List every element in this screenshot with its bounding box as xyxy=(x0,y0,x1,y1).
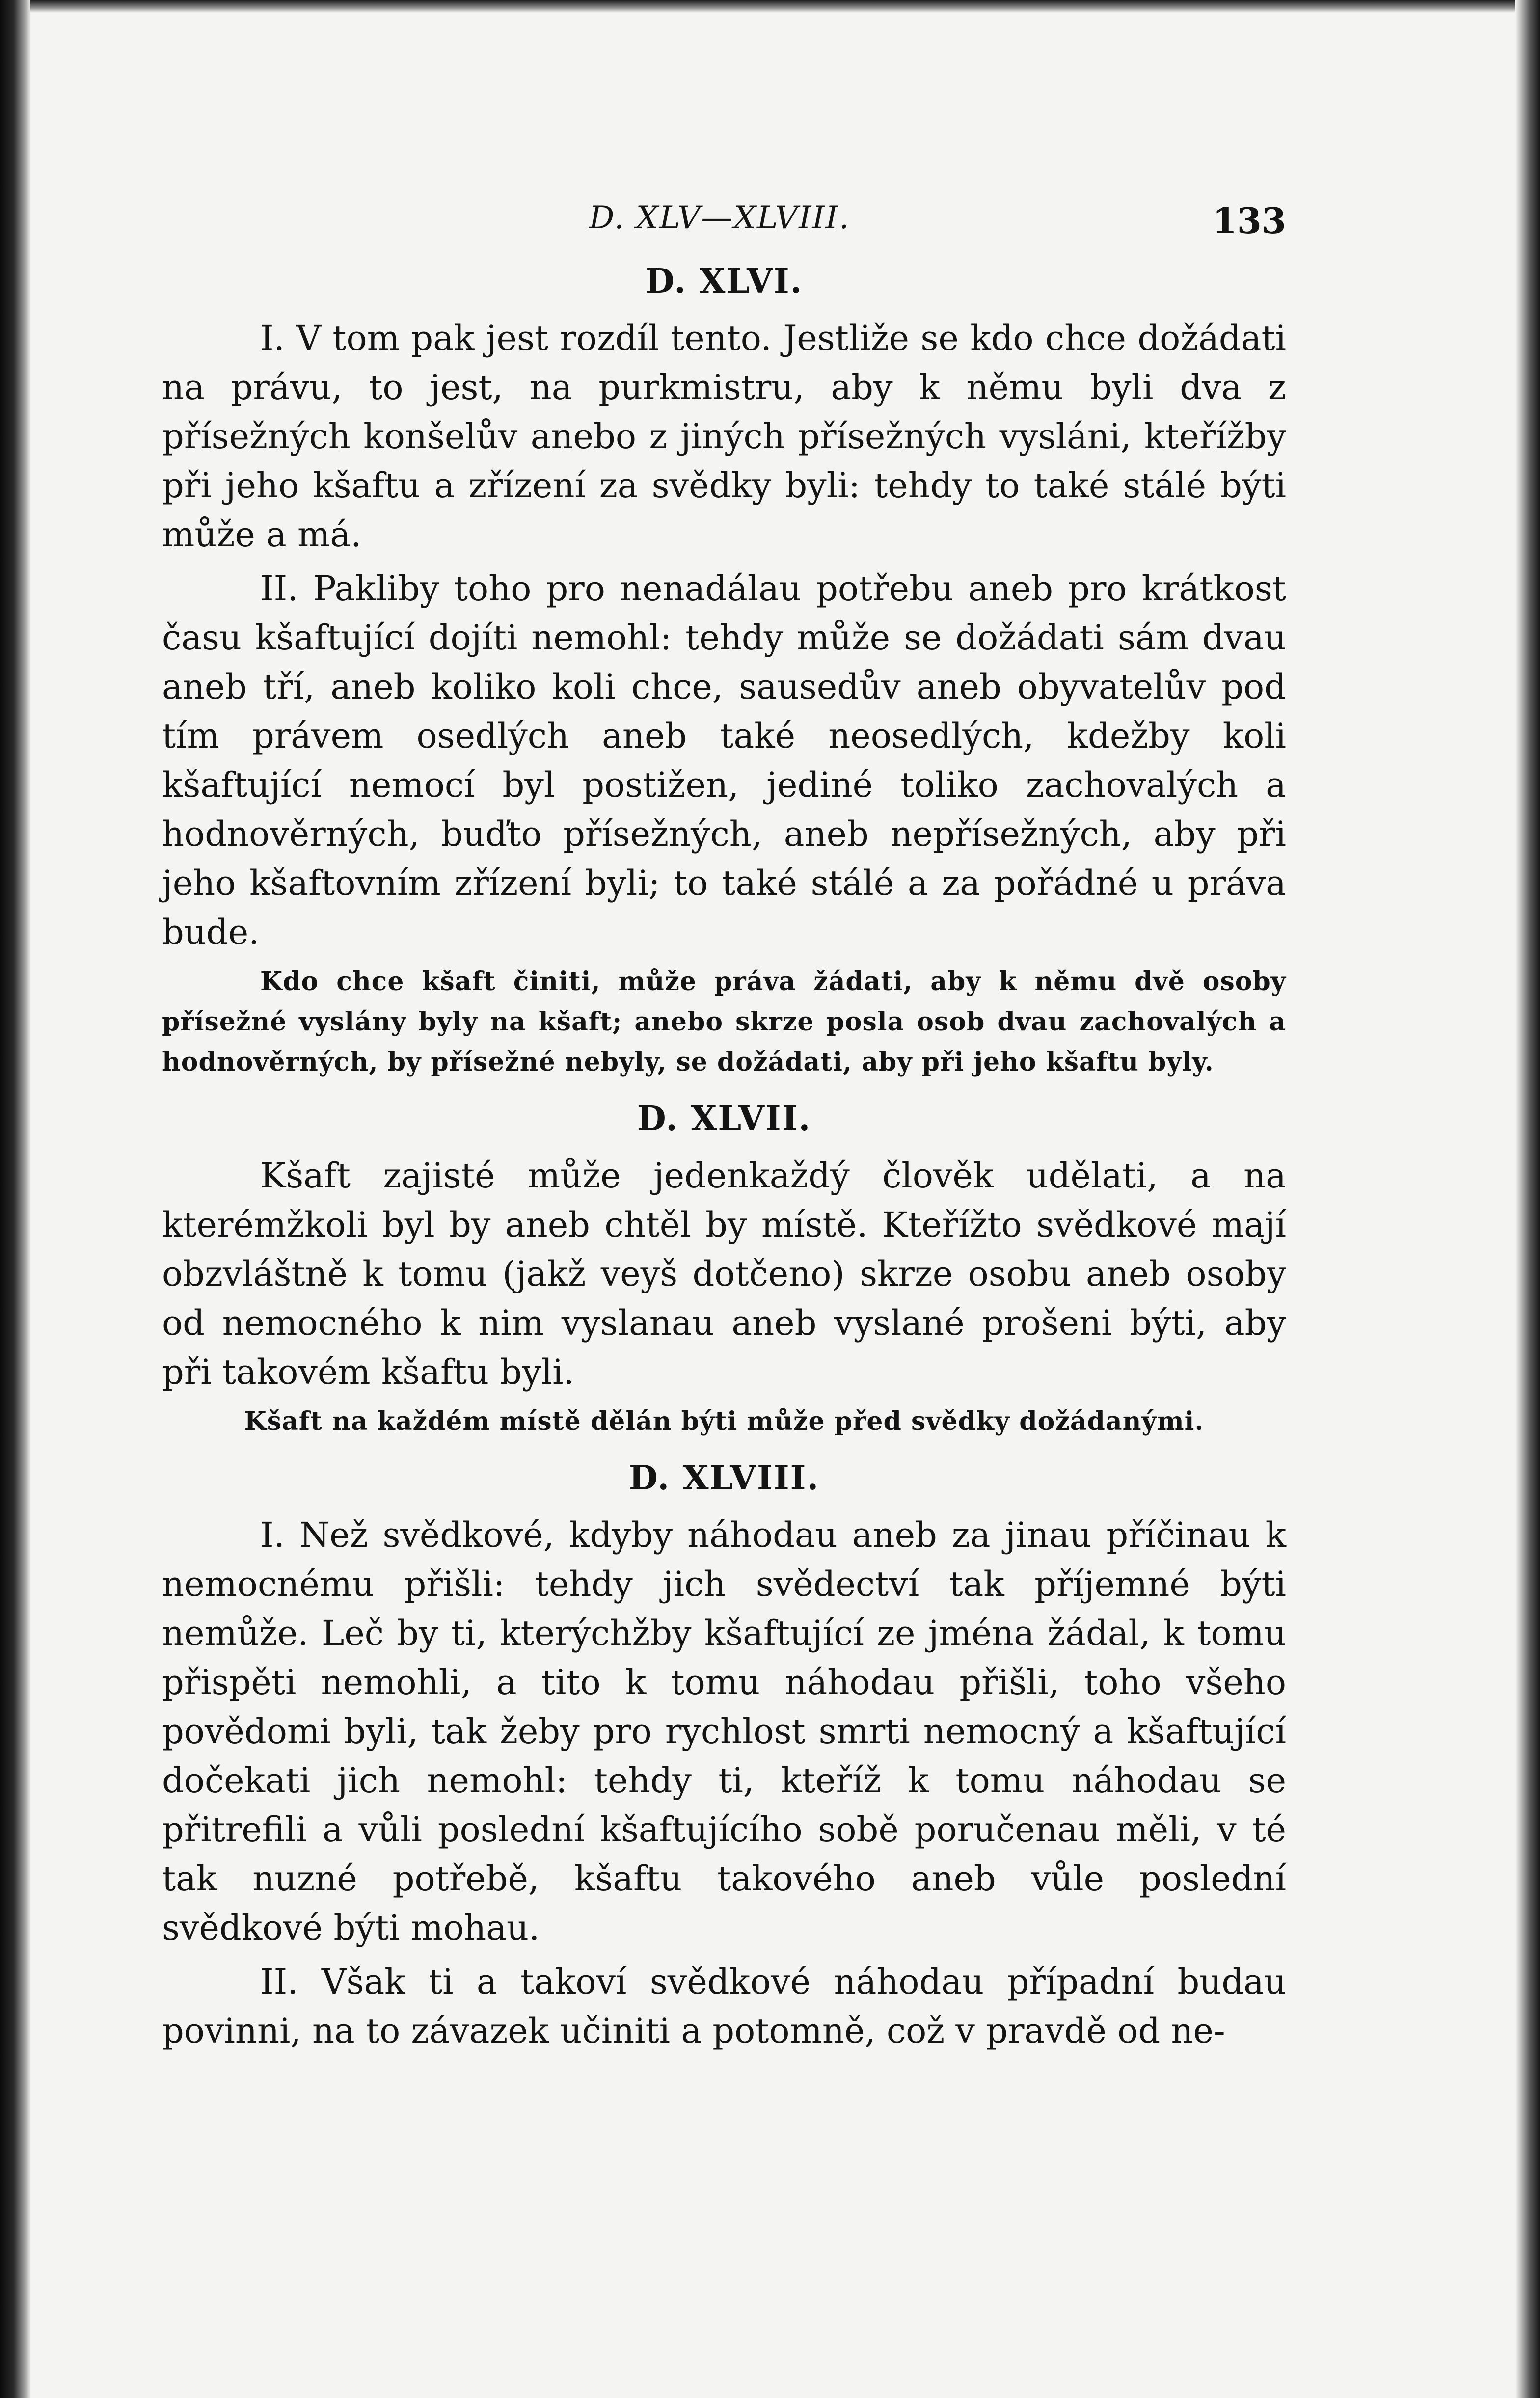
paragraph-48-2: II. Však ti a takoví svědkové náhodau případní budau povinni, na to závazek učiniti a potomně, což v pravdě od ne- xyxy=(162,1962,1286,2051)
paragraph-48-1: I. Než svědkové, kdyby náhodau aneb za jinau příčinau k nemocnému přišli: tehdy jich svědectví tak příjemné býti nemůže. Leč by ti, kterýchžby kšaftující ze jména žádal, k tomu přispěti nemohli, a tito k tomu náhodau přišli, toho všeho povědomi byli, tak žeby pro rychlost smrti nemocný a kšaftující dočekati jich nemohl: tehdy ti, kteříž k tomu náhodau se přitrefili a vůli poslední kšaftujícího sobě poručenau měli, v té tak nuzné potřebě, kšaftu takového aneb vůle poslední svědkové býti mohau. xyxy=(162,1515,1286,1948)
summary-46: Kdo chce kšaft činiti, může práva žádati, aby k němu dvě osoby přísežné vyslány byly na kšaft; anebo skrze posla osob dvau zachovalých a hodnověrných, by přísežné nebyly, se dožádati, aby při jeho kšaftu byly. xyxy=(162,967,1286,1077)
section-heading-46: D. XLVI. xyxy=(645,262,803,301)
page-content xyxy=(162,194,1286,2060)
summary-47: Kšaft na každém místě dělán býti může před svědky dožádanými. xyxy=(244,1406,1204,1436)
section-heading-48: D. XLVIII. xyxy=(628,1458,820,1498)
paragraph-46-2: II. Pakliby toho pro nenadálau potřebu aneb pro krátkost času kšaftující dojíti nemohl: tehdy může se dožádati sám dvau aneb tří, aneb koliko koli chce, sausedův aneb obyvatelův pod tím právem osedlých aneb také neosedlých, kdežby koli kšaftující nemocí byl postižen, jediné toliko zachovalých a hodnověrných, buďto přísežných, aneb nepřísežných, aby při jeho kšaftovním zřízení byli; to také stálé a za pořádné u práva bude. xyxy=(162,568,1286,952)
scan-shadow-right xyxy=(1515,0,1540,2398)
scan-shadow-left xyxy=(0,0,30,2398)
section-heading-47: D. XLVII. xyxy=(637,1099,811,1138)
page-number: 133 xyxy=(1212,200,1286,242)
paragraph-47-1: Kšaft zajisté může jedenkaždý člověk udělati, a na kterémžkoli byl by aneb chtěl by místě. Kteřížto svědkové mají obzvláštně k tomu (jakž veyš dotčeno) skrze osobu aneb osoby od nemocného k nim vyslanau aneb vyslané prošeni býti, aby při takovém kšaftu byli. xyxy=(162,1156,1286,1392)
running-head xyxy=(162,194,1286,248)
paragraph-46-1: I. V tom pak jest rozdíl tento. Jestliže se kdo chce dožádati na právu, to jest, na purkmistru, aby k němu byli dva z přísežných konšelův anebo z jiných přísežných vysláni, kteřížby při jeho kšaftu a zřízení za svědky byli: tehdy to také stálé býti může a má. xyxy=(162,318,1286,555)
scan-shadow-top xyxy=(0,0,1540,13)
running-title: D. XLV—XLVIII. xyxy=(589,200,850,236)
